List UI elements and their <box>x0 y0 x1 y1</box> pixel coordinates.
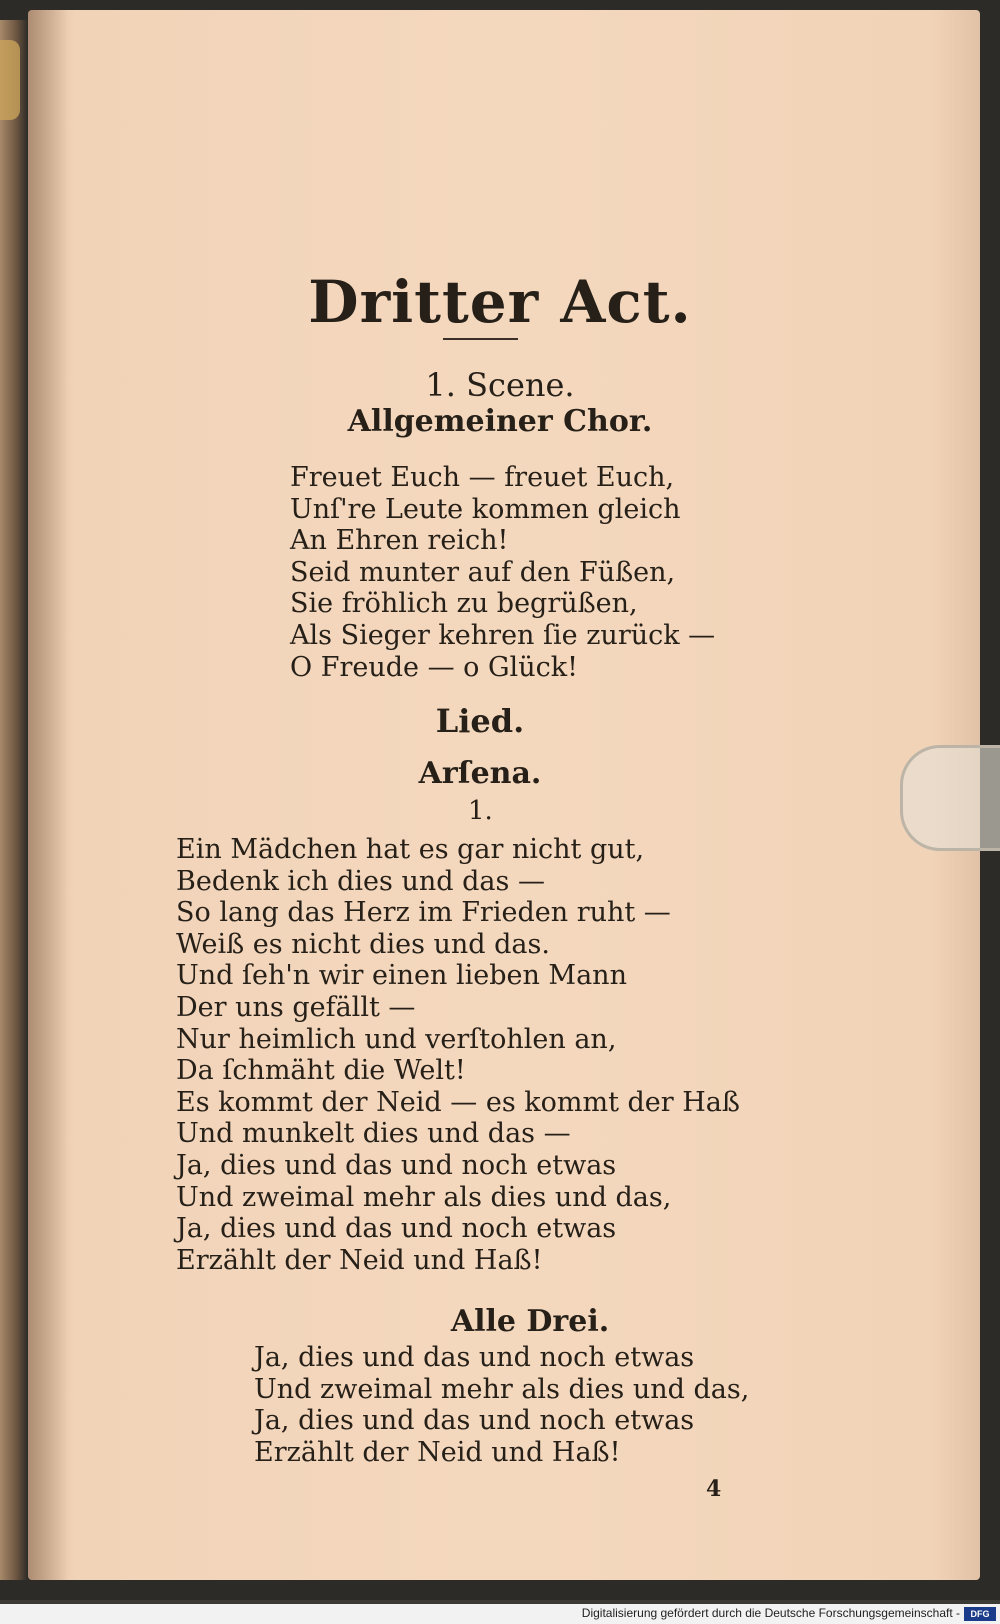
book-binding <box>0 20 28 1580</box>
footer-credit: Digitalisierung gefördert durch die Deutsche Forschungsgemeinschaft - <box>581 1606 960 1620</box>
verse-line: Bedenk ich dies und das — <box>176 865 545 897</box>
verse-line: Erzählt der Neid und Haß! <box>176 1244 543 1276</box>
verse-line: Nur heimlich und verſtohlen an, <box>176 1023 617 1055</box>
all-three-lines <box>254 1342 749 1468</box>
verse-line: Ja, dies und das und noch etwas <box>254 1405 695 1437</box>
verse-line: An Ehren reich! <box>290 525 509 557</box>
chorus-heading: Allgemeiner Chor. <box>347 404 653 439</box>
verse-number: 1. <box>468 796 493 826</box>
verse-line: Und zweimal mehr als dies und das, <box>254 1373 750 1405</box>
verse-line: So lang das Herz im Frieden ruht — <box>176 897 671 929</box>
page-number: 4 <box>706 1476 722 1502</box>
verse-line: Da ſchmäht die Welt! <box>176 1055 466 1087</box>
dfg-logo: DFG <box>964 1607 996 1621</box>
verse-line: Ja, dies und das und noch etwas <box>176 1213 617 1245</box>
verse-line: Und zweimal mehr als dies und das, <box>176 1181 672 1213</box>
verse-line: Ja, dies und das und noch etwas <box>254 1342 695 1373</box>
verse-line: Es kommt der Neid — es kommt der Haß <box>176 1086 740 1118</box>
verse-line: Weiß es nicht dies und das. <box>176 928 550 960</box>
verse-line: Und munkelt dies und das — <box>176 1118 571 1150</box>
song-heading: Lied. <box>435 702 525 740</box>
verse-line: Ja, dies und das und noch etwas <box>176 1149 617 1181</box>
verse-line: Und ſeh'n wir einen lieben Mann <box>176 960 627 992</box>
song-lines <box>176 834 740 1276</box>
act-title: Dritter Act. <box>308 268 692 336</box>
scene-heading: 1. Scene. <box>425 366 575 404</box>
chorus-lines <box>290 462 715 683</box>
binding-strip <box>0 40 20 120</box>
verse-line: O Freude — o Glück! <box>290 651 578 683</box>
singer-heading: Arſena. <box>418 756 542 791</box>
verse-line: Erzählt der Neid und Haß! <box>254 1436 621 1468</box>
title-rule <box>443 338 518 340</box>
verse-line: Unſ're Leute kommen gleich <box>290 493 681 525</box>
verse-line: Seid munter auf den Füßen, <box>290 556 676 588</box>
verse-line: Der uns gefällt — <box>176 991 416 1023</box>
verse-line: Ein Mädchen hat es gar nicht gut, <box>176 834 645 865</box>
verse-line: Als Sieger kehren ſie zurück — <box>290 619 716 651</box>
verse-line: Freuet Euch — freuet Euch, <box>290 462 675 493</box>
footer-bar <box>0 1604 1000 1624</box>
page-gutter-shadow <box>28 10 68 1580</box>
verse-line: Sie fröhlich zu begrüßen, <box>290 588 638 620</box>
all-three-heading: Alle Drei. <box>450 1304 610 1339</box>
